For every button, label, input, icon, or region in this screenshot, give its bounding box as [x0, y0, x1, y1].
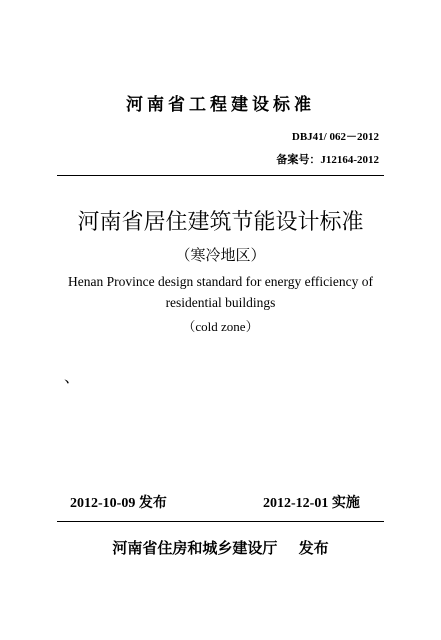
standard-category: 河南省工程建设标准 [126, 95, 315, 115]
publisher: 河南省住房和城乡建设厅 发布 [112, 539, 329, 557]
document-subtitle-english: （cold zone） [182, 319, 259, 334]
record-number: 备案号：J12164-2012 [276, 154, 379, 166]
document-title-english-line1: Henan Province design standard for energy efficiency of [67, 274, 373, 289]
document-title-english-line2: residential buildings [165, 295, 276, 310]
bottom-divider [57, 521, 384, 522]
document-title-chinese: 河南省居住建筑节能设计标准 [77, 210, 364, 235]
stray-mark: 、 [64, 367, 81, 386]
top-divider [57, 175, 384, 176]
issue-date: 2012-10-09 发布 [70, 496, 167, 511]
standard-code: DBJ41/ 062－2012 [291, 131, 379, 143]
implementation-date: 2012-12-01 实施 [263, 496, 360, 511]
document-subtitle-chinese: （寒冷地区） [175, 246, 266, 264]
